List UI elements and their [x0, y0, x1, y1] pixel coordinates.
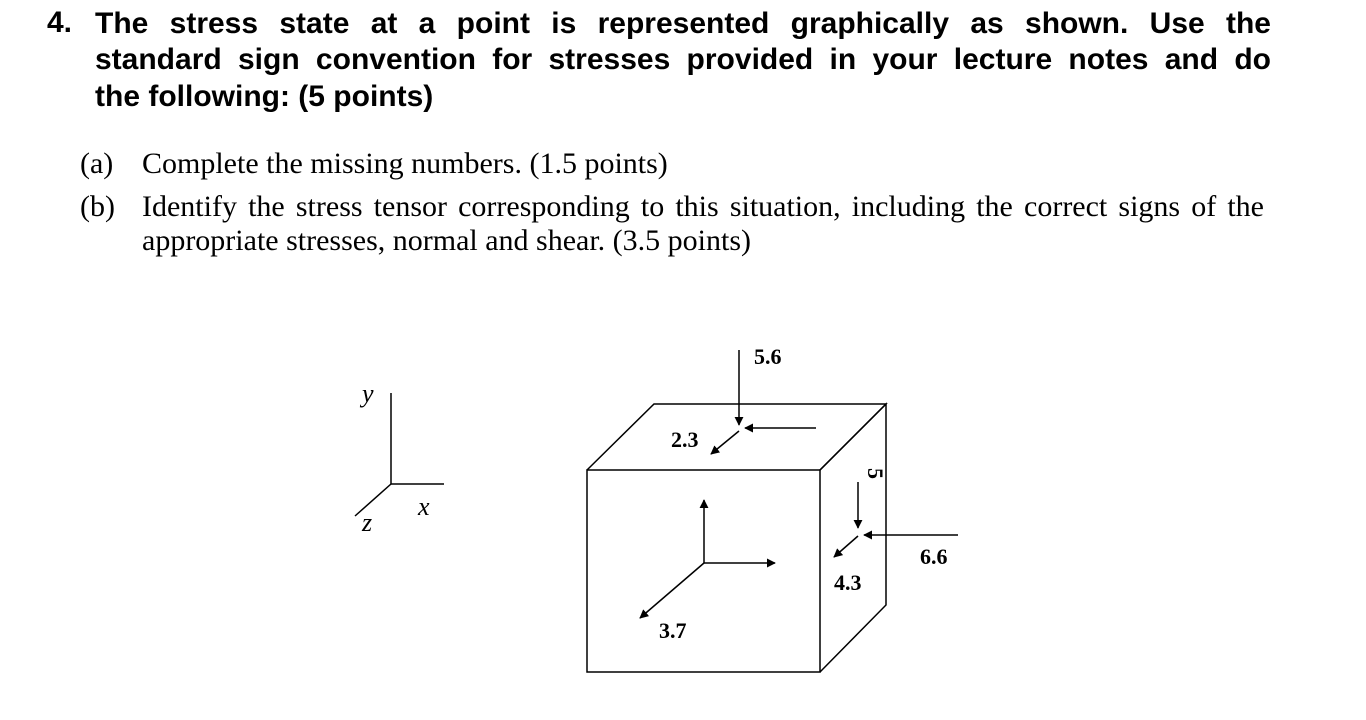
coordinate-axes	[355, 393, 444, 516]
right-shear-vertical-value: 5	[863, 468, 888, 479]
right-shear-z-arrow	[834, 536, 858, 557]
part-b-text-continued: appropriate stresses, normal and shear. (3.5 points)	[142, 224, 752, 257]
z-axis-label: z	[362, 508, 373, 537]
stress-cube	[587, 404, 886, 672]
cube-right-face	[820, 404, 886, 672]
question-line-3: the following: (5 points)	[95, 80, 434, 113]
front-z-value: 3.7	[659, 618, 687, 643]
question-line-1: The stress state at a point is represented graphically as shown. Use the	[95, 7, 1271, 40]
top-shear-z-arrow	[711, 431, 739, 454]
cube-top-face	[587, 404, 886, 470]
top-normal-value: 5.6	[754, 344, 782, 369]
part-b-text: Identify the stress tensor corresponding to this situation, including the correct signs of the	[142, 190, 1264, 223]
part-b-label: (b)	[80, 190, 115, 223]
part-a-label: (a)	[80, 147, 114, 180]
center-z-arrow	[640, 563, 704, 618]
part-a-text: Complete the missing numbers. (1.5 points)	[142, 147, 668, 180]
question-number: 4.	[47, 6, 73, 39]
right-normal-value: 6.6	[920, 544, 948, 569]
z-axis-line	[355, 484, 391, 516]
top-shear-value: 2.3	[671, 427, 699, 452]
right-shear-z-value: 4.3	[834, 570, 862, 595]
question-line-2: standard sign convention for stresses provided in your lecture notes and do	[95, 43, 1271, 76]
stress-arrows	[640, 350, 958, 618]
y-axis-label: y	[362, 379, 374, 408]
x-axis-label: x	[418, 492, 430, 521]
